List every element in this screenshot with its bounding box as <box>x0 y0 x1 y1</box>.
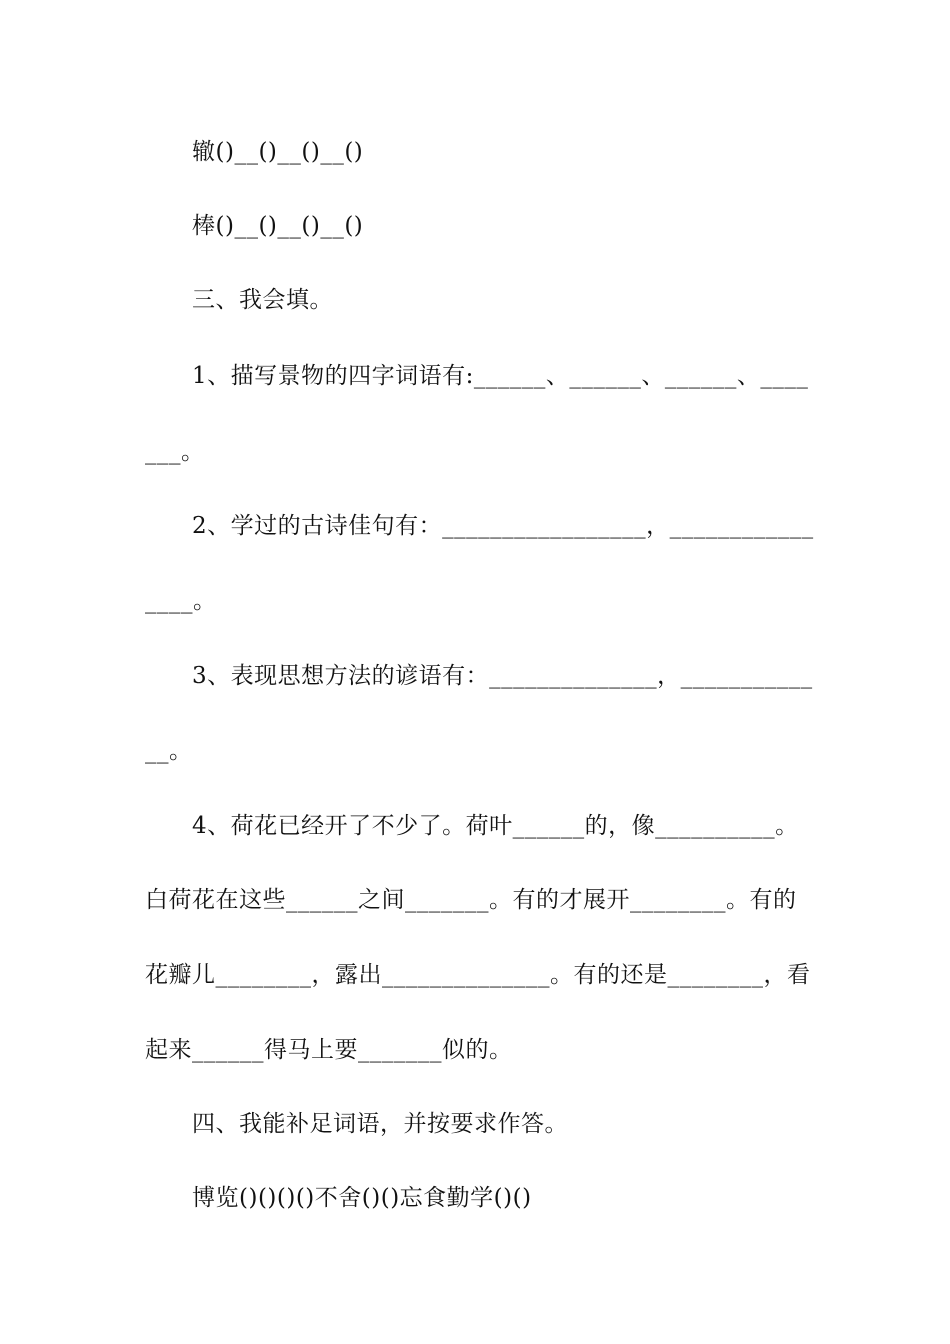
question-1-line-1: 1、描写景物的四字词语有:______、______、______、____ <box>192 363 809 389</box>
word-fill-line-bang: 棒()__()__()__() <box>192 213 364 239</box>
section-heading-4: 四、我能补足词语，并按要求作答。 <box>192 1111 568 1137</box>
question-4-line-1: 4、荷花已经开了不少了。荷叶______的，像__________。 <box>192 813 799 839</box>
question-3-line-2: __。 <box>145 738 193 764</box>
question-4-line-2: 白荷花在这些______之间_______。有的才展开________。有的 <box>145 887 797 913</box>
section-heading-3: 三、我会填。 <box>192 287 333 313</box>
word-fill-line-zhe: 辙()__()__()__() <box>192 139 364 165</box>
question-2-line-1: 2、学过的古诗佳句有：_________________，____________ <box>192 513 814 539</box>
question-2-line-2: ____。 <box>145 588 217 614</box>
idiom-fill-line: 博览()()()()不舍()()忘食勤学()() <box>192 1185 532 1211</box>
question-1-line-2: ___。 <box>145 439 205 465</box>
question-3-line-1: 3、表现思想方法的谚语有：______________，___________ <box>192 663 813 689</box>
question-4-line-4: 起来______得马上要_______似的。 <box>145 1037 513 1063</box>
question-4-line-3: 花瓣儿________，露出______________。有的还是________，看 <box>145 962 811 988</box>
